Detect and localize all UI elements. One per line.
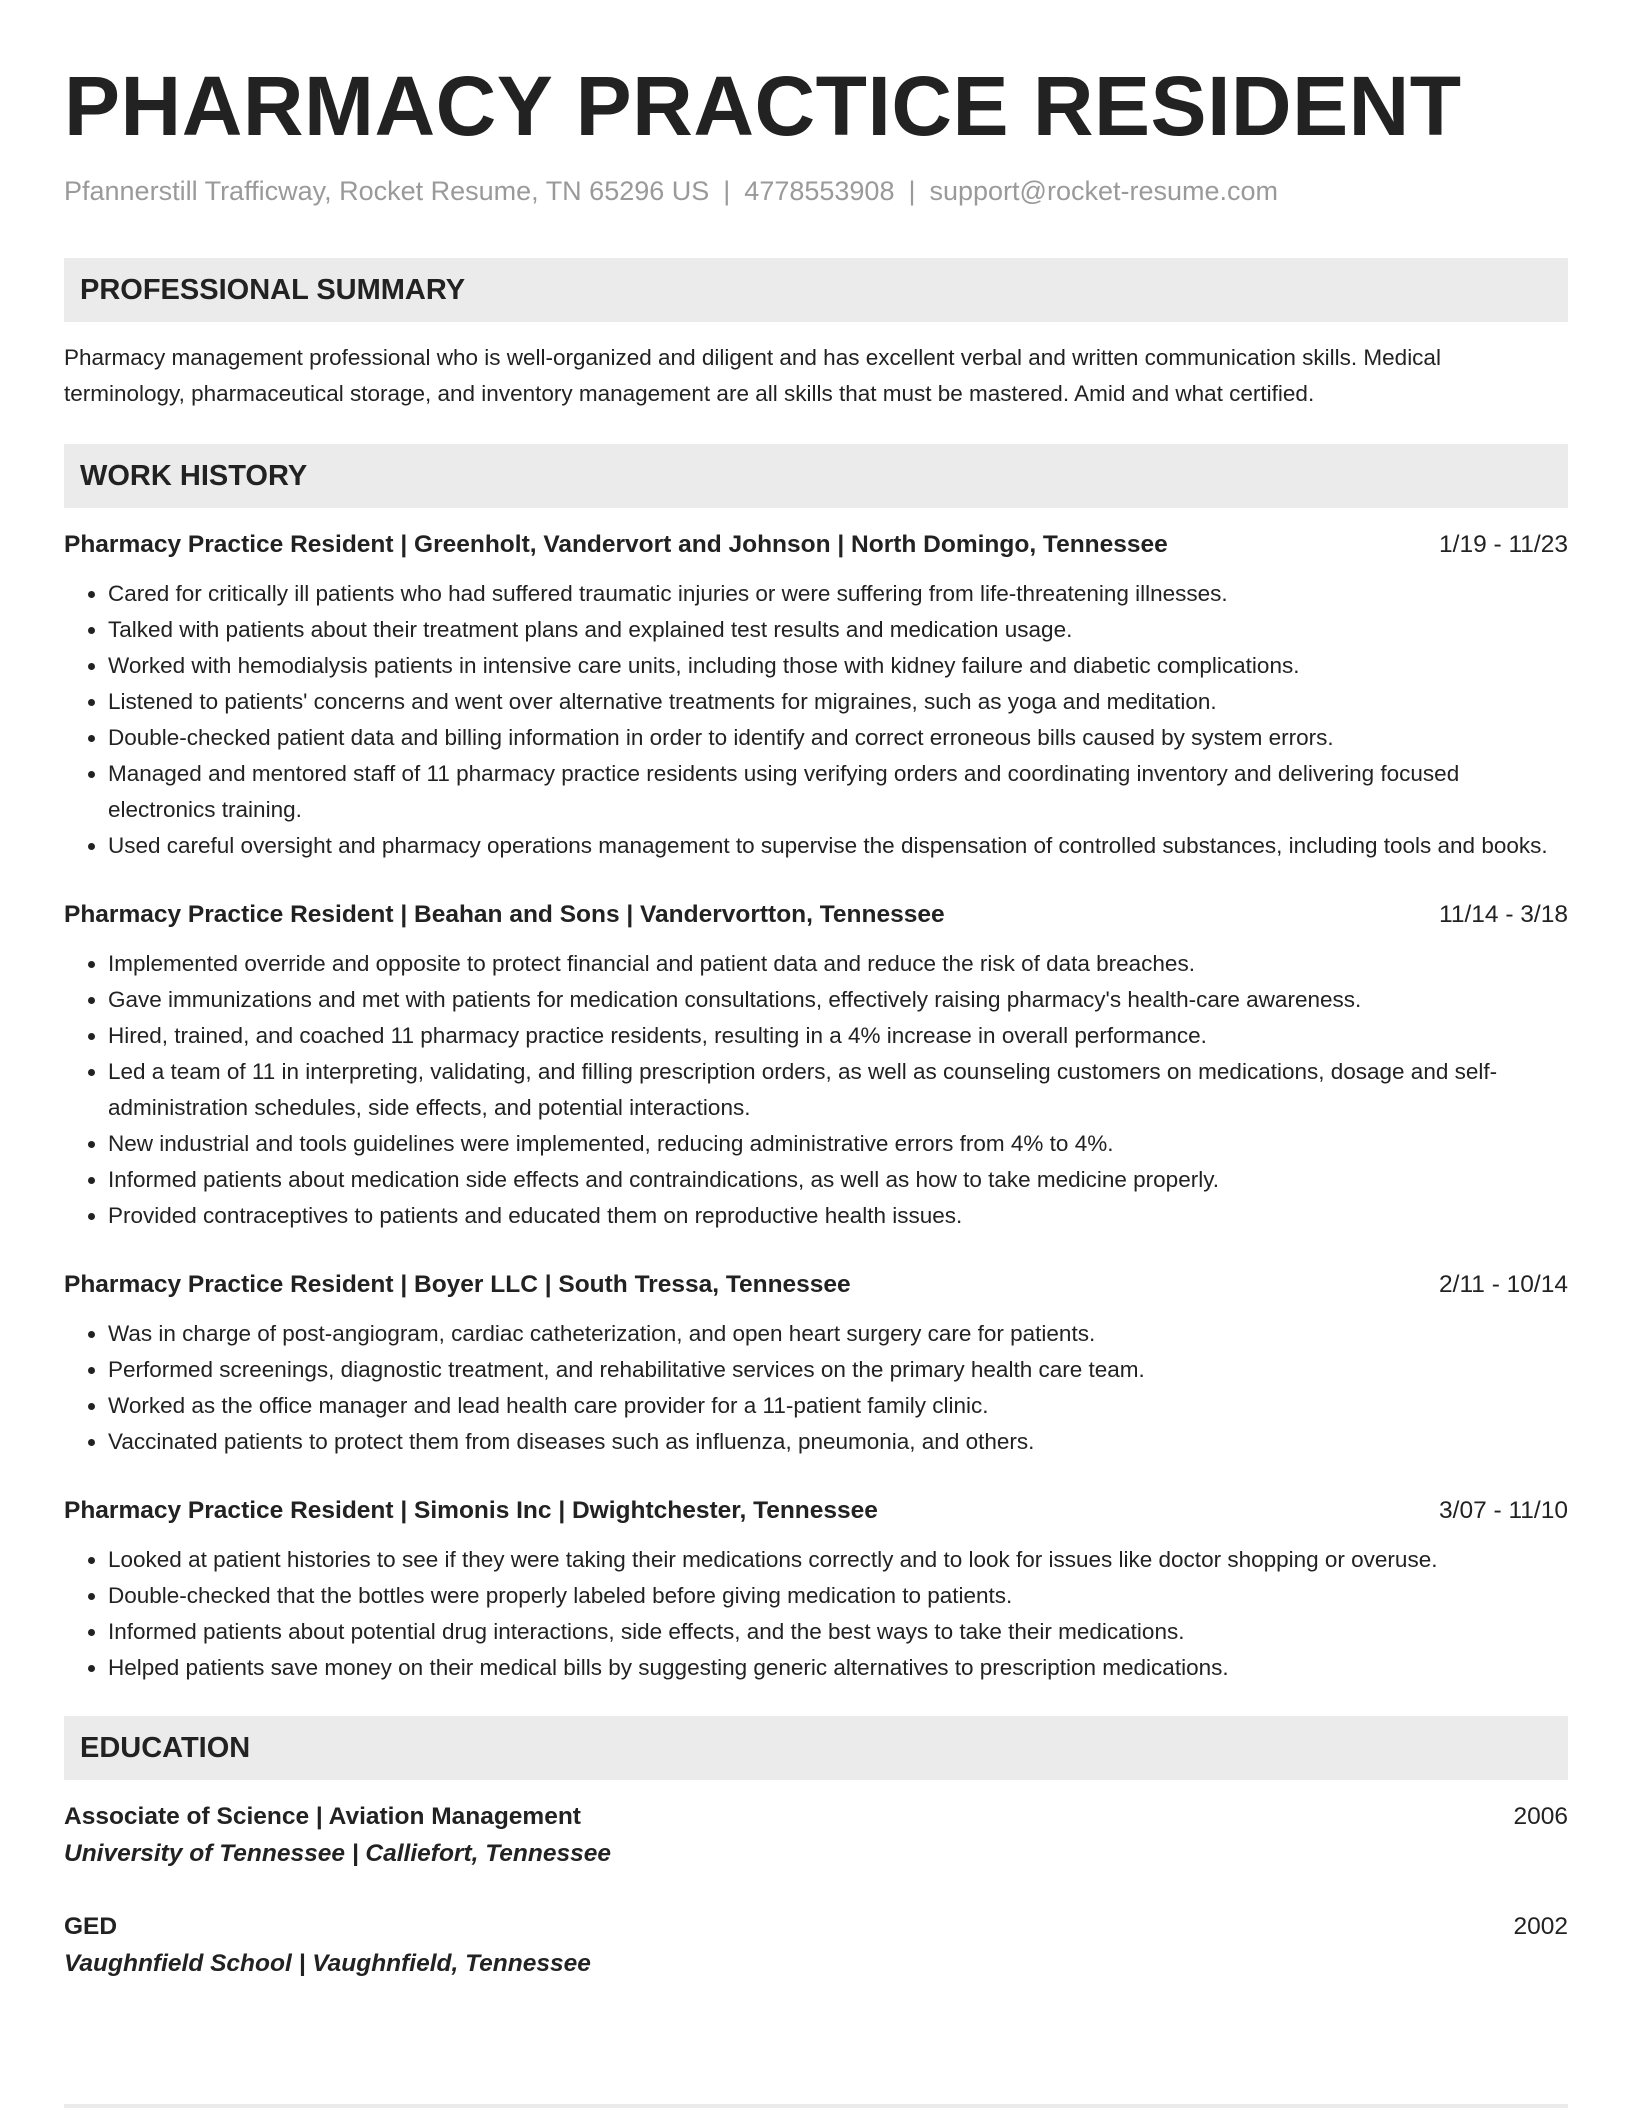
job-bullet: • Hired, trained, and coached 11 pharmacy practice residents, resulting in a 4% increase in overall performance. [108,1018,1568,1054]
bottom-divider [64,2104,1568,2108]
job-date: 1/19 - 11/23 [1439,531,1568,558]
job-bullets [64,576,1568,864]
job-bullet: • New industrial and tools guidelines were implemented, reducing administrative errors from 4% to 4%. [108,1126,1568,1162]
job-header [64,898,1568,932]
job-date: 11/14 - 3/18 [1439,901,1568,928]
education-school: University of Tennessee | Calliefort, Tennessee [64,1840,611,1867]
contact-phone: 4778553908 [744,176,895,206]
education-header [64,1910,1568,1944]
job-bullet: • Led a team of 11 in interpreting, validating, and filling prescription orders, as well as counseling customers on medications, dosage and self-administration schedules, side effects, and potential interactions. [108,1054,1568,1126]
job-title: Pharmacy Practice Resident | Simonis Inc | Dwightchester, Tennessee [64,1497,878,1524]
job-date: 3/07 - 11/10 [1439,1497,1568,1524]
job-bullet: • Double-checked patient data and billing information in order to identify and correct erroneous bills caused by system errors. [108,720,1568,756]
job-bullet: • Cared for critically ill patients who had suffered traumatic injuries or were suffering from life-threatening illnesses. [108,576,1568,612]
job-bullet: • Informed patients about potential drug interactions, side effects, and the best ways to take their medications. [108,1614,1568,1650]
contact-email: support@rocket-resume.com [929,176,1279,206]
education-year: 2002 [1513,1913,1568,1940]
job-entry [64,528,1568,864]
job-bullet: • Provided contraceptives to patients and educated them on reproductive health issues. [108,1198,1568,1234]
education-school: Vaughnfield School | Vaughnfield, Tennessee [64,1950,591,1977]
contact-address: Pfannerstill Trafficway, Rocket Resume, TN 65296 US [64,176,710,206]
job-bullets [64,1542,1568,1686]
contact-line [64,174,1568,208]
section-header-education: EDUCATION [64,1716,1568,1780]
contact-separator: | [908,176,916,206]
job-entry [64,898,1568,1234]
section-header-work-history: WORK HISTORY [64,444,1568,508]
job-bullet: • Was in charge of post-angiogram, cardiac catheterization, and open heart surgery care for patients. [108,1316,1568,1352]
job-title: Pharmacy Practice Resident | Boyer LLC | South Tressa, Tennessee [64,1271,851,1298]
job-bullet: • Talked with patients about their treatment plans and explained test results and medication usage. [108,612,1568,648]
job-header [64,1494,1568,1528]
job-bullet: • Double-checked that the bottles were properly labeled before giving medication to patients. [108,1578,1568,1614]
job-bullet: • Listened to patients' concerns and went over alternative treatments for migraines, such as yoga and meditation. [108,684,1568,720]
education-degree: Associate of Science | Aviation Management [64,1803,581,1830]
job-bullet: • Gave immunizations and met with patients for medication consultations, effectively raising pharmacy's health-care awareness. [108,982,1568,1018]
job-bullet: • Implemented override and opposite to protect financial and patient data and reduce the risk of data breaches. [108,946,1568,982]
job-bullet: • Worked with hemodialysis patients in intensive care units, including those with kidney failure and diabetic complications. [108,648,1568,684]
job-bullet: • Performed screenings, diagnostic treatment, and rehabilitative services on the primary health care team. [108,1352,1568,1388]
job-entry [64,1268,1568,1460]
job-date: 2/11 - 10/14 [1439,1271,1568,1298]
summary-text: Pharmacy management professional who is well-organized and diligent and has excellent verbal and written communication skills. Medical terminology, pharmaceutical storage, and inventory management are all skills that must be mastered. Amid and what certified. [64,345,1441,406]
job-title: Pharmacy Practice Resident | Beahan and Sons | Vandervortton, Tennessee [64,901,945,928]
contact-separator: | [723,176,731,206]
job-bullet: • Informed patients about medication side effects and contraindications, as well as how to take medicine properly. [108,1162,1568,1198]
education-degree: GED [64,1913,118,1940]
job-bullet: • Managed and mentored staff of 11 pharmacy practice residents using verifying orders and coordinating inventory and delivering focused electronics training. [108,756,1568,828]
section-header-summary: PROFESSIONAL SUMMARY [64,258,1568,322]
education-header [64,1800,1568,1834]
job-bullets [64,1316,1568,1460]
job-header [64,1268,1568,1302]
job-header [64,528,1568,562]
resume-title: PHARMACY PRACTICE RESIDENT [64,59,1462,153]
job-bullet: • Vaccinated patients to protect them from diseases such as influenza, pneumonia, and others. [108,1424,1568,1460]
education-entry [64,1800,1568,1874]
job-bullet: • Looked at patient histories to see if they were taking their medications correctly and to look for issues like doctor shopping or overuse. [108,1542,1568,1578]
education-year: 2006 [1513,1803,1568,1830]
job-title: Pharmacy Practice Resident | Greenholt, Vandervort and Johnson | North Domingo, Tennessee [64,531,1168,558]
job-bullet: • Worked as the office manager and lead health care provider for a 11-patient family clinic. [108,1388,1568,1424]
education-entry [64,1910,1568,1984]
job-bullets [64,946,1568,1234]
job-entry [64,1494,1568,1686]
job-bullet: • Helped patients save money on their medical bills by suggesting generic alternatives to prescription medications. [108,1650,1568,1686]
job-bullet: • Used careful oversight and pharmacy operations management to supervise the dispensation of controlled substances, including tools and books. [108,828,1568,864]
